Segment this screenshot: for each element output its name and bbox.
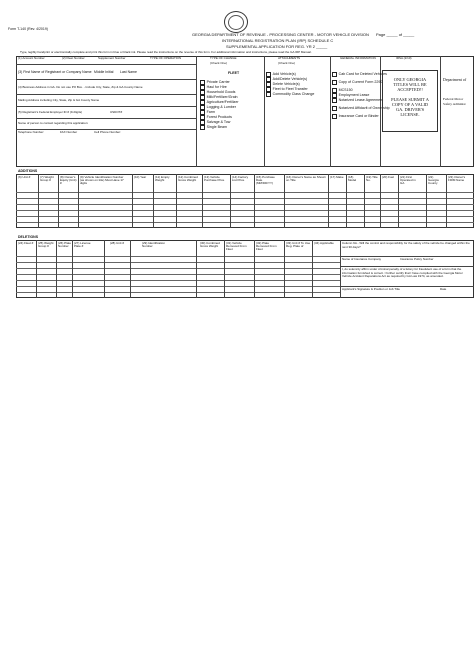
- att-notarized-lease[interactable]: Notarized Lease Agreement: [332, 98, 383, 103]
- add-col-title-no: (19) Title No.: [366, 175, 378, 182]
- right-edge-dept: Department of: [443, 77, 467, 82]
- chg-commodity[interactable]: Commodity Class Change: [266, 92, 314, 97]
- deletions-title: DELETIONS: [18, 235, 39, 239]
- federal-id-label: (5) Registrant's Federal Employer ID # (9-Digits): [18, 110, 83, 114]
- cell-label: Cell Phone Number:: [94, 130, 122, 134]
- op-haul[interactable]: Haul for Hire: [200, 85, 227, 90]
- att-employment-lease[interactable]: Employment Lease: [332, 93, 369, 98]
- signature-date-label: Date: [440, 287, 447, 291]
- right-edge-federal: Federal Motor: [443, 97, 464, 101]
- mailing-address-label: Mailing Address including City, State, Zip & GA County Name: [18, 98, 100, 102]
- add-col-first-operated: (21) First Operated in GA: [400, 175, 416, 185]
- add-col-purchase-price: (13) Vehicle Purchase Price: [204, 175, 225, 182]
- fleet-label: FLEET: [228, 71, 240, 75]
- checkbox-icon[interactable]: [332, 80, 337, 85]
- att-cab-card[interactable]: Cab Card for Deleted Vehicles: [332, 72, 387, 77]
- business-address-label: (4) Business Address in GA. Do not use PO Box. - Include City, State, Zip & GA County Name: [18, 85, 143, 89]
- add-col-purchase-date: (15) Purchase Date (MM/DD/YY): [256, 175, 275, 185]
- add-col-fuel: (20) Fuel: [382, 175, 395, 179]
- checkbox-icon[interactable]: [200, 85, 205, 90]
- add-col-firm: (23) Owner's FIRM Name: [448, 175, 466, 182]
- op-single-beam[interactable]: Single Beam: [200, 125, 227, 130]
- add-col-owners-equity: (8) Owner's Equity (Unit) #: [60, 175, 77, 185]
- signature-label: Applicant's Signature & Position or Job Title: [342, 287, 400, 291]
- insurance-policy-label: Insurance Policy Number: [400, 257, 434, 261]
- del-col-license-plate: (27) License Plate #: [74, 241, 91, 248]
- checkbox-icon[interactable]: [332, 106, 337, 111]
- checkbox-icon[interactable]: [332, 72, 337, 77]
- chg-add-delete[interactable]: Add/Delete Vehicle(s): [266, 77, 307, 82]
- chg-delete[interactable]: Delete Vehicle(s): [266, 82, 300, 87]
- checkbox-icon[interactable]: [266, 87, 271, 92]
- add-col-vin: (9) Vehicle Identification Number (as shown on title) Must Have 17 digits: [80, 175, 124, 185]
- checkbox-icon[interactable]: [200, 95, 205, 100]
- del-col-unit-reg-plate: (33) Unit # To Use Reg. Plate of: [286, 241, 311, 248]
- insurance-company-label: Name of Insurance Company: [342, 257, 382, 261]
- del-col-vehicle-removed: (31) Vehicle Removed From Fleet: [226, 241, 247, 251]
- right-edge-safety: Safety Administ: [443, 102, 466, 106]
- supplement-number-label: Supplement Number: [98, 56, 126, 60]
- registrant-name-label: (3) First Name of Registrant or Company Name: [18, 70, 92, 74]
- att-mcs150[interactable]: MCS150: [332, 88, 353, 93]
- general-information-label: GENERAL INFORMATION: [340, 56, 376, 60]
- add-col-combined-gross: (12) Combined Gross Weight: [178, 175, 198, 182]
- add-col-year: (10) Year: [134, 175, 147, 179]
- add-col-unit: (6) Unit #: [18, 175, 31, 179]
- georgia-seal-icon: [224, 11, 248, 33]
- middle-initial-label: Middle Initial: [94, 70, 114, 74]
- del-col-weight-group: (25) Weight Group #: [38, 241, 54, 248]
- del-col-fleet: (24) Fleet #: [18, 241, 34, 245]
- page-label: Page _____ of _____: [376, 32, 415, 37]
- op-logging[interactable]: Logging & Lumber: [200, 105, 236, 110]
- del-col-combined-gross: (30) Combined Gross Weight: [200, 241, 220, 248]
- telephone-label: Telephone Number:: [18, 130, 45, 134]
- fleet-number-label: (2) Fleet Number: [62, 56, 85, 60]
- add-col-county: (22) Georgia County: [428, 175, 439, 185]
- add-col-weight-group: (7) Weight Group #: [40, 175, 54, 182]
- del-col-applicable: (34) Applicable: [314, 241, 334, 245]
- del-col-unit: (28) Unit #: [110, 241, 125, 245]
- georgia-titles-callout: ONLY GEORGIA TITLES WILL BE ACCEPTED!! PLEASE SUBMIT A COPY OF A VALID GA. DRIVER'S LICENSE.: [382, 70, 438, 132]
- chg-add[interactable]: Add Vehicle(s): [266, 72, 296, 77]
- checkbox-icon[interactable]: [332, 114, 337, 119]
- irsa-label: IRSA (2/10): [396, 56, 412, 60]
- checkbox-icon[interactable]: [200, 115, 205, 120]
- form-number: Form T-140 (Rev. 4/2019): [8, 27, 48, 31]
- checkbox-icon[interactable]: [200, 105, 205, 110]
- type-of-operation-label: TYPE OF OPERATION: [150, 56, 182, 60]
- checkbox-icon[interactable]: [332, 93, 337, 98]
- checkbox-icon[interactable]: [200, 90, 205, 95]
- add-col-owners-name: (16) Owner's Name as Shown on Title: [286, 175, 326, 182]
- del-col-identification: (29) Identification Number: [142, 241, 166, 248]
- department-title: GEORGIA DEPARTMENT OF REVENUE - PROCESSING CENTER - MOTOR VEHICLE DIVISION: [192, 32, 369, 37]
- add-col-make: (17) Make: [330, 175, 344, 179]
- checkbox-icon[interactable]: [332, 88, 337, 93]
- checkbox-icon[interactable]: [266, 82, 271, 87]
- contact-name-label: Name of person to contact regarding this application:: [18, 121, 89, 125]
- checkbox-icon[interactable]: [266, 77, 271, 82]
- att-insurance[interactable]: Insurance Card or Binder: [332, 114, 379, 119]
- check-one-change: (Check One): [210, 61, 228, 65]
- additions-title: ADDITIONS: [18, 169, 38, 173]
- type-of-change-label: TYPE OF CHANGE: [210, 56, 237, 60]
- add-col-factory-price: (14) Factory List Price: [232, 175, 249, 182]
- attachments-label: ATTACHMENTS: [278, 56, 301, 60]
- check-one-attach: (Check One): [278, 61, 296, 65]
- program-title: INTERNATIONAL REGISTRATION PLAN (IRP) SCHEDULE C: [222, 38, 334, 43]
- column-9a-note: Column 9A - Will the control and responsibility for the safety of the vehicle be changed within the next 30 days?: [342, 241, 470, 249]
- del-col-plate-number: (26) Plate Number: [58, 241, 72, 248]
- add-col-model: (18) Model: [348, 175, 357, 182]
- op-agriculture[interactable]: Agriculture/Fertilizer: [200, 100, 239, 105]
- op-private[interactable]: Private Carrier: [200, 80, 230, 85]
- chg-transfer[interactable]: Fleet to Fleet Transfer: [266, 87, 308, 92]
- op-forest[interactable]: Forest Products: [200, 115, 232, 120]
- op-salvage[interactable]: Salvage & Tow: [200, 120, 230, 125]
- checkbox-icon[interactable]: [200, 110, 205, 115]
- form-subtitle: SUPPLEMENTAL APPLICATION FOR REG. YR 2 _____: [226, 44, 328, 49]
- op-milk[interactable]: Milk/Fertilizer/Grain: [200, 95, 238, 100]
- att-affidavit[interactable]: Notarized Affidavit of Ownership: [332, 106, 390, 111]
- att-2290[interactable]: Copy of Current Form 2290: [332, 80, 382, 85]
- last-name-label: Last Name: [120, 70, 137, 74]
- checkbox-icon[interactable]: [200, 100, 205, 105]
- instructions: Type, legibly handprint or electronically complete and print this form in blue or black ink. Please read the instructions on the reverse of this form. For additional information and instructions, please read the GA IRP Manual.: [20, 50, 312, 54]
- affirmation-text: I, do solemnly affirm under criminal penalty of a felony for fraudulent use of a form that the information furnished is correct. I further certify that I have complied with the Georgia Motor Vehicle Accident Reparations Act as required by GA Law 1974, as amended.: [342, 267, 463, 279]
- checkbox-icon[interactable]: [332, 98, 337, 103]
- checkbox-icon[interactable]: [200, 80, 205, 85]
- checkbox-icon[interactable]: [200, 120, 205, 125]
- checkbox-icon[interactable]: [266, 92, 271, 97]
- op-household[interactable]: Household Goods: [200, 90, 235, 95]
- fax-label: FAX Number: [60, 130, 78, 134]
- checkbox-icon[interactable]: [200, 125, 205, 130]
- op-farm[interactable]: Farm: [200, 110, 215, 115]
- add-col-empty-weight: (11) Empty Weight: [155, 175, 170, 182]
- checkbox-icon[interactable]: [266, 72, 271, 77]
- usdot-label: USDOT#: [110, 110, 123, 114]
- del-col-plate-removed: (32) Plate Removed From Fleet: [256, 241, 277, 251]
- account-number-label: (1) Account Number: [18, 56, 45, 60]
